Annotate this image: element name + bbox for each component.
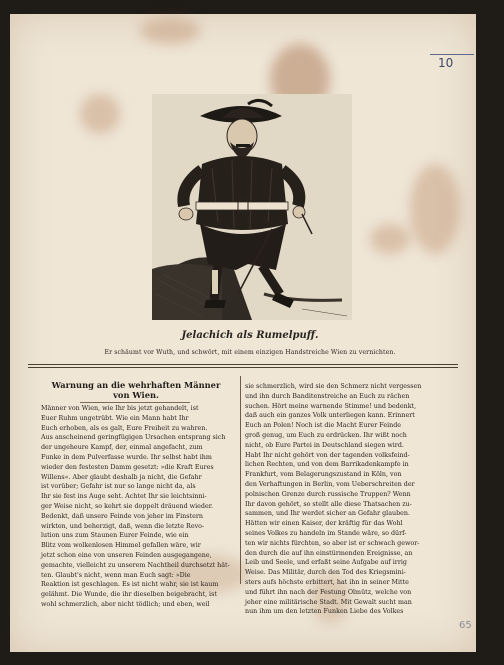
left-column-line: gemachte, vielleicht zu unserem Nachtheil durchsetzt hät-	[41, 561, 230, 569]
right-column-line: suchen. Hört meine warnende Stimme! und bedenkt,	[245, 402, 417, 410]
engraving-illustration	[152, 94, 352, 320]
left-column-line: Blitz vom wolkenlosen Himmel gefallen wäre, wir	[41, 542, 201, 550]
left-column-line: ger Weise nicht, so kehrt sie doppelt dräuend wieder.	[41, 502, 214, 510]
left-column-line: Bedenkt, daß unsere Feinde von jeher im Finstern	[41, 512, 203, 520]
right-column-line: polnischen Grenze durch russische Truppen? Wenn	[245, 490, 411, 498]
right-column-line: und ihn durch Banditenstreiche an Euch zu rächen	[245, 392, 410, 400]
right-column-line: den Verhaftungen in Berlin, vom Ueberschreiten der	[245, 480, 415, 488]
right-article-column	[245, 382, 451, 617]
soldier-figure-drawing	[152, 94, 352, 320]
page-number: 10	[438, 56, 454, 70]
newspaper-page	[10, 14, 476, 652]
right-column-line: seines Volkes zu handeln im Stande wäre, so dürf-	[245, 529, 407, 537]
right-column-line: daß auch ein ganzes Volk unterliegen kann. Erinnert	[245, 412, 415, 420]
left-column-line: wohl schmerzlich, aber nicht tödlich; und eben, weil	[41, 600, 210, 608]
left-column-line: Willens«. Aber glaubt deshalb ja nicht, die Gefahr	[41, 473, 202, 481]
left-column-line: gelähmt. Die Wunde, die ihr dieselben beigebracht, ist	[41, 591, 217, 599]
right-column-line: sie schmerzlich, wird sie den Schmerz nicht vergessen	[245, 383, 422, 390]
left-column-line: Funke in dem Pulverfasse wurde. Ihr selbst habt ihm	[41, 453, 212, 461]
left-column-line: ten. Glaubt's nicht, wenn man Euch sagt: »Die	[41, 571, 191, 579]
heading-underline	[80, 402, 190, 403]
right-column-line: Weise. Das Militär, durch den Tod des Kriegsmini-	[245, 569, 406, 577]
article-heading-line-2: von Wien.	[113, 390, 159, 400]
left-column-line: wieder den festesten Damm gesetzt: »die Kraft Eures	[41, 463, 214, 471]
left-article-column	[41, 404, 239, 610]
right-column-line: Leib und Seele, und erfaßt seine Aufgabe auf irrig	[245, 559, 407, 567]
right-column-line: Ihr davon gehört, so stellt alle diese Thatsachen zu-	[245, 500, 412, 508]
right-column-line: Habt Ihr nicht gehört von der tagenden volksfeind-	[245, 451, 410, 459]
right-column-line: sters aufs höchste erbittert, hat ihn in seiner Mitte	[245, 578, 409, 586]
right-column-line: Hätten wir einen Kaiser, der kräftig für das Wohl	[245, 520, 403, 528]
right-column-line: lichen Rechten, und von dem Barrikadenkampfe in	[245, 461, 409, 469]
left-column-line: Männer von Wien, wie Ihr bis jetzt gehandelt, ist	[41, 405, 199, 412]
illustration-title: Jelachich als Rumelpuff.	[181, 330, 319, 341]
right-column-line: den durch die auf ihn einstürmenden Ereignisse, an	[245, 549, 413, 557]
left-column-line: wirkten, und beherzigt, daß, wenn die letzte Revo-	[41, 522, 205, 530]
pencil-corner-note: 65	[459, 620, 472, 631]
separator-rule-double	[28, 367, 458, 368]
left-column-line: Euer Ruhm ungetrübt. Wie ein Mann habt Ihr	[41, 414, 189, 422]
article-heading	[46, 380, 226, 400]
right-column-line: ten wir nichts fürchten, so aber ist er schwach gewor-	[245, 539, 420, 547]
left-column-line: Reaktion ist geschlagen. Es ist nicht wahr, sie ist kaum	[41, 581, 219, 589]
right-column-line: nun ihm um den letzten Funken Liebe des Volkes	[245, 608, 404, 616]
right-column-line: und führt ihn nach der Festung Olmütz, welche von	[245, 588, 412, 596]
separator-rule	[28, 364, 458, 365]
page-number-underline	[430, 54, 474, 55]
illustration-caption: Er schäumt vor Wuth, und schwört, mit einem einzigen Handstreiche Wien zu vernichten.	[104, 349, 396, 356]
right-column-line: nicht, ob Eure Partei in Deutschland siegen wird.	[245, 441, 404, 449]
right-column-line: groß genug, um Euch zu erdrücken. Ihr wißt noch	[245, 431, 407, 439]
right-column-line: jeher eine militärische Stadt. Mit Gewalt sucht man	[245, 598, 412, 606]
left-column-line: ist vorüber; Gefahr ist nur so lange nicht da, als	[41, 483, 196, 491]
article-heading-line-1: Warnung an die wehrhaften Männer	[51, 380, 221, 390]
left-column-line: Ihr sie fest ins Auge seht. Achtet Ihr sie leichtsinni-	[41, 493, 207, 501]
right-column-line: sammen, und Ihr werdet sicher an Gefahr glauben.	[245, 510, 410, 518]
left-column-line: der ungeheure Kampf, der, einmal angefacht, zum	[41, 444, 203, 452]
left-column-line: lution uns zum Staunen Eurer Feinde, wie ein	[41, 532, 189, 540]
right-column-line: Euch an Polen! Noch ist die Macht Eurer Feinde	[245, 422, 402, 430]
column-divider	[240, 376, 241, 584]
left-column-line: Aus anscheinend geringfügigen Ursachen entsprang sich	[41, 434, 226, 442]
right-column-line: Frankfurt, vom Belagerungszustand in Köln, von	[245, 471, 402, 479]
left-column-line: Euch erhoben, als es galt, Eure Freiheit zu wahren.	[41, 424, 208, 432]
left-column-line: jetzt schon eine von unseren Feinden ausgegangene,	[41, 551, 212, 559]
